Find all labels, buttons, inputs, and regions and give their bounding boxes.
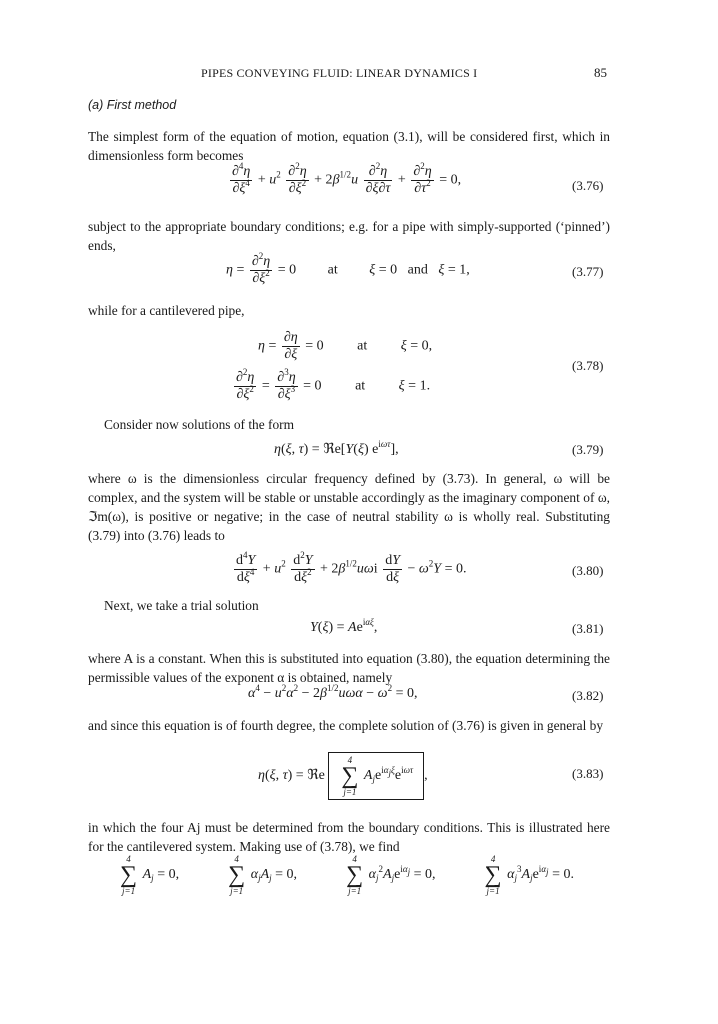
equation-3-79: η(ξ, τ) = ℜe[Y(ξ) $e^{i\omega\tau}$], [274, 439, 399, 457]
section-heading: (a) First method [88, 98, 177, 112]
equation-number-3-79: (3.79) [572, 442, 604, 457]
paragraph-5: where ω is the dimensionless circular frequency defined by (3.73). In general, ω will be complex, and the system will be stable or unstable accordingly as the imaginary component of ω, ℑm(ω), is positive or negative; in the case of neutral stability ω is wholly real. Substituting (3.79) into (3.76) leads to [88, 471, 610, 543]
equation-number-3-82: (3.82) [572, 688, 604, 703]
paragraph-1: The simplest form of the equation of motion, equation (3.1), will be considered first, which in dimensionless form becomes [88, 129, 610, 163]
paragraph-3: while for a cantilevered pipe, [88, 303, 245, 318]
paragraph-7: where A is a constant. When this is substituted into equation (3.80), the equation determining the permissible values of the exponent α is obtained, namely [88, 651, 610, 685]
equation-number-3-81: (3.81) [572, 621, 604, 636]
running-title: PIPES CONVEYING FLUID: LINEAR DYNAMICS I [201, 66, 478, 80]
equation-number-3-80: (3.80) [572, 563, 604, 578]
boundary-condition-sums: 4 ∑ j=1 $A_j = 0$, 4 ∑ j=1 $\alpha_jA_j = 0$, 4 ∑ j=1 $\alpha_j^2A_je^{i\alpha_j} = 0$, 4 ∑ j=1 $\alpha_j^3A_je^{i\alpha_j} = 0$. [120, 854, 574, 896]
equation-number-3-76: (3.76) [572, 178, 604, 193]
equation-3-78-line-2: $\frac{\partial^2\eta}{\partial\xi^2}$ = $\frac{\partial^3\eta}{\partial\xi^3}$ = 0 at ξ = 1. [236, 367, 431, 402]
paragraph-6: Next, we take a trial solution [104, 598, 259, 613]
equation-3-82: $\alpha^4 - u^2\alpha^2 - 2\beta^{1/2}u\omega\alpha - \omega^2 = 0$, [248, 683, 418, 701]
paragraph-4: Consider now solutions of the form [104, 417, 295, 432]
equation-3-80: $\frac{d^4Y}{d\xi^4}$ + $u^2$ $\frac{d^2Y}{d\xi^2}$ + $2\beta^{1/2}u\omega i$ $\frac{dY}{d\xi}$ − $\omega^2Y = 0$. [236, 550, 467, 585]
paragraph-2: subject to the appropriate boundary conditions; e.g. for a pipe with simply-supported (‘pinned’) ends, [88, 219, 610, 253]
paragraph-9: in which the four Aj must be determined from the boundary conditions. This is illustrated here for the cantilevered system. Making use of (3.78), we find [88, 820, 610, 854]
equation-3-83: η(ξ, τ) = ℜe 4 ∑ j=1 $A_je^{i\alpha_j\xi}e^{i\omega\tau}$ , [258, 752, 428, 800]
equation-number-3-77: (3.77) [572, 264, 604, 279]
equation-3-77: η = $\frac{\partial^2\eta}{\partial\xi^2}$ = 0 at ξ = 0 and ξ = 1, [226, 251, 470, 286]
page-number: 85 [594, 65, 607, 80]
equation-number-3-78: (3.78) [572, 358, 604, 373]
equation-3-81: $Y(\xi) = Ae^{i\alpha\xi}$, [310, 617, 378, 635]
equation-3-76: $\frac{\partial^4\eta}{\partial\xi^4}$ + $u^2$ $\frac{\partial^2\eta}{\partial\xi^2}$ + $2\beta^{1/2}u$ $\frac{\partial^2\eta}{\partial\xi\partial\tau}$ + $\frac{\partial^2\eta}{\partial\tau^2}$ = 0, [232, 161, 462, 196]
equation-number-3-83: (3.83) [572, 766, 604, 781]
equation-3-78-line-1: η = $\frac{\partial\eta}{\partial\xi}$ = 0 at ξ = 0, [258, 330, 433, 362]
paragraph-8: and since this equation is of fourth degree, the complete solution of (3.76) is given in general by [88, 718, 604, 733]
